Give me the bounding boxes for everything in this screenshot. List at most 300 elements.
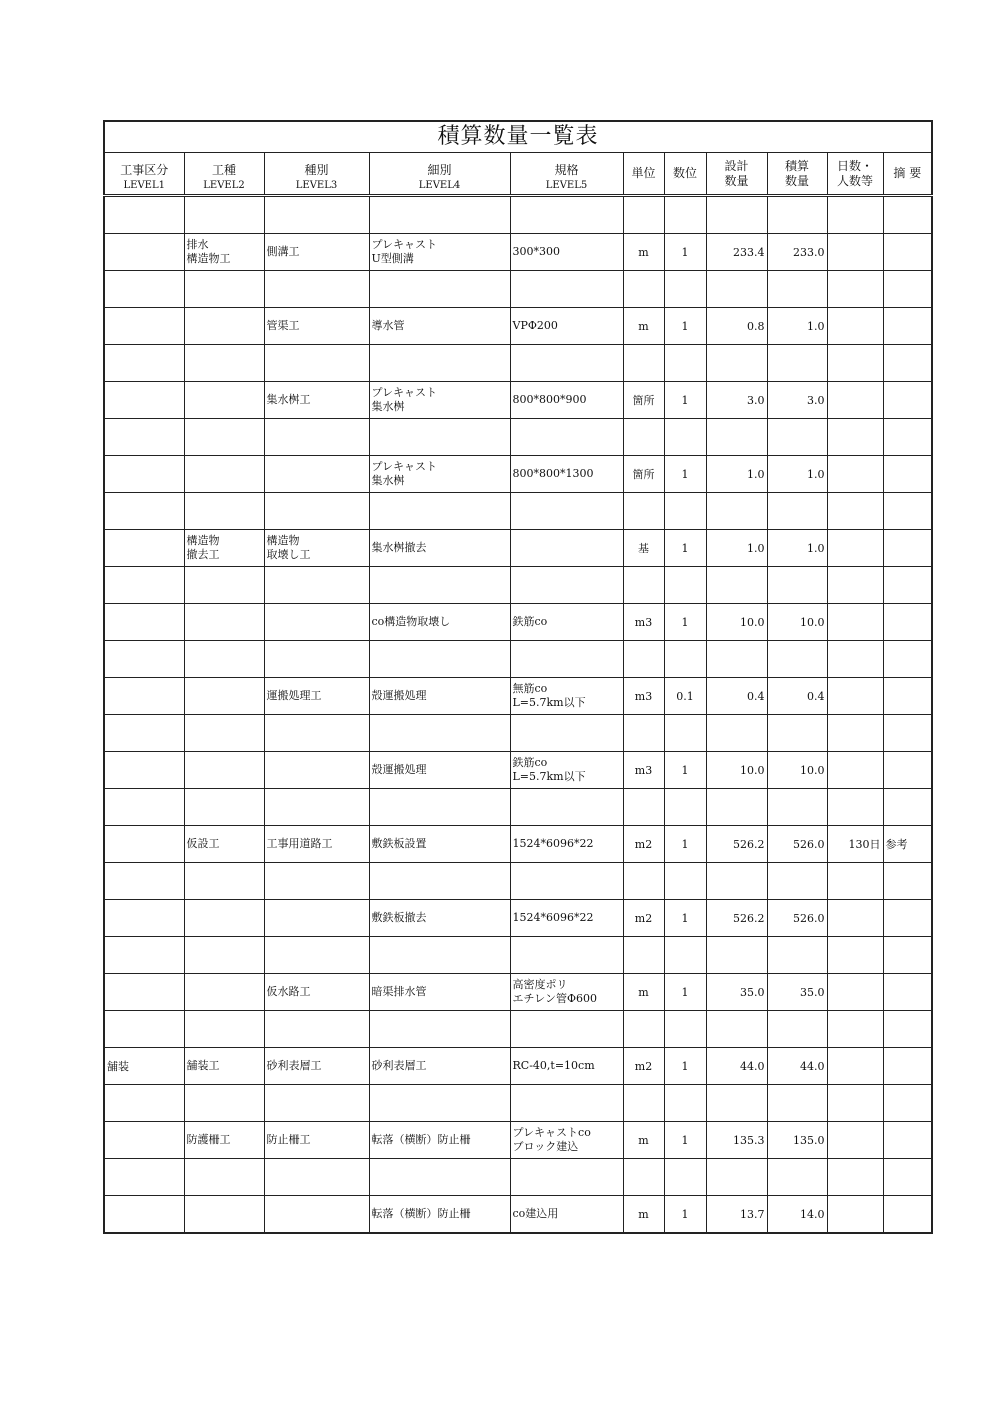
cell-digits: 1 [664, 1048, 706, 1085]
empty-cell [883, 345, 932, 382]
cell-level5: 鉄筋co L=5.7km以下 [510, 752, 623, 789]
empty-cell [767, 1011, 827, 1048]
table-row [104, 678, 932, 715]
cell-level1 [104, 752, 184, 789]
cell-level1 [104, 234, 184, 271]
empty-cell [510, 715, 623, 752]
spacer-row [104, 789, 932, 826]
table-row [104, 530, 932, 567]
empty-cell [706, 789, 767, 826]
cell-level2 [184, 382, 264, 419]
cell-est-qty: 526.0 [767, 900, 827, 937]
spacer-row [104, 1159, 932, 1196]
empty-cell [767, 196, 827, 234]
cell-level1 [104, 530, 184, 567]
cell-unit: m [623, 1122, 664, 1159]
empty-cell [369, 715, 510, 752]
cell-unit: m2 [623, 900, 664, 937]
empty-cell [264, 789, 369, 826]
empty-cell [883, 789, 932, 826]
cell-design-qty: 135.3 [706, 1122, 767, 1159]
cell-level4: 砂利表層工 [369, 1048, 510, 1085]
table-row [104, 1122, 932, 1159]
empty-cell [369, 937, 510, 974]
empty-cell [264, 271, 369, 308]
empty-cell [184, 1159, 264, 1196]
empty-cell [369, 641, 510, 678]
cell-design-qty: 1.0 [706, 456, 767, 493]
cell-design-qty: 35.0 [706, 974, 767, 1011]
empty-cell [510, 419, 623, 456]
cell-level2 [184, 678, 264, 715]
empty-cell [369, 567, 510, 604]
empty-cell [883, 715, 932, 752]
cell-level5: 300*300 [510, 234, 623, 271]
cell-est-qty: 1.0 [767, 456, 827, 493]
cell-digits: 1 [664, 382, 706, 419]
empty-cell [623, 715, 664, 752]
empty-cell [664, 1011, 706, 1048]
empty-cell [104, 937, 184, 974]
cell-level4: co構造物取壊し [369, 604, 510, 641]
empty-cell [664, 715, 706, 752]
empty-cell [827, 715, 883, 752]
header-design-qty: 設計 数量 [706, 153, 767, 196]
empty-cell [184, 641, 264, 678]
empty-cell [706, 1085, 767, 1122]
empty-cell [767, 641, 827, 678]
empty-cell [664, 1159, 706, 1196]
header-level5: 規格 [510, 153, 623, 178]
cell-level5: 高密度ポリ エチレン管Φ600 [510, 974, 623, 1011]
empty-cell [623, 1011, 664, 1048]
empty-cell [264, 1085, 369, 1122]
empty-cell [706, 715, 767, 752]
empty-cell [706, 271, 767, 308]
header-est-qty: 積算 数量 [767, 153, 827, 196]
cell-level1 [104, 604, 184, 641]
cell-est-qty: 1.0 [767, 308, 827, 345]
cell-level2 [184, 1196, 264, 1234]
cell-design-qty: 13.7 [706, 1196, 767, 1234]
cell-remarks [883, 678, 932, 715]
cell-unit: m [623, 308, 664, 345]
empty-cell [664, 196, 706, 234]
cell-unit: m [623, 974, 664, 1011]
empty-cell [623, 567, 664, 604]
cell-level2: 構造物 撤去工 [184, 530, 264, 567]
empty-cell [264, 1159, 369, 1196]
cell-level3 [264, 752, 369, 789]
cell-est-qty: 526.0 [767, 826, 827, 863]
spacer-row [104, 345, 932, 382]
cell-level2 [184, 456, 264, 493]
cell-days [827, 752, 883, 789]
empty-cell [664, 493, 706, 530]
header-days: 日数・ 人数等 [827, 153, 883, 196]
empty-cell [510, 493, 623, 530]
cell-unit: 箇所 [623, 382, 664, 419]
spacer-row [104, 493, 932, 530]
empty-cell [264, 937, 369, 974]
cell-level3: 仮水路工 [264, 974, 369, 1011]
cell-est-qty: 1.0 [767, 530, 827, 567]
cell-level5: VPΦ200 [510, 308, 623, 345]
empty-cell [827, 567, 883, 604]
empty-cell [184, 345, 264, 382]
cell-digits: 1 [664, 308, 706, 345]
empty-cell [706, 937, 767, 974]
cell-days [827, 308, 883, 345]
empty-cell [827, 789, 883, 826]
spacer-row [104, 196, 932, 234]
empty-cell [883, 1011, 932, 1048]
empty-cell [827, 271, 883, 308]
empty-cell [827, 345, 883, 382]
cell-days [827, 900, 883, 937]
cell-level2: 防護柵工 [184, 1122, 264, 1159]
header-level3-sub: LEVEL3 [264, 177, 369, 196]
cell-days [827, 1048, 883, 1085]
empty-cell [104, 1085, 184, 1122]
cell-level4: 敷鉄板設置 [369, 826, 510, 863]
cell-days [827, 974, 883, 1011]
table-row [104, 900, 932, 937]
header-level1-sub: LEVEL1 [104, 177, 184, 196]
empty-cell [369, 493, 510, 530]
empty-cell [264, 419, 369, 456]
cell-days [827, 530, 883, 567]
empty-cell [623, 419, 664, 456]
cell-digits: 1 [664, 974, 706, 1011]
cell-remarks [883, 752, 932, 789]
cell-days: 130日 [827, 826, 883, 863]
header-level4-sub: LEVEL4 [369, 177, 510, 196]
cell-unit: m3 [623, 604, 664, 641]
cell-days [827, 234, 883, 271]
empty-cell [104, 196, 184, 234]
empty-cell [264, 567, 369, 604]
empty-cell [767, 863, 827, 900]
empty-cell [104, 1159, 184, 1196]
cell-level3: 防止柵工 [264, 1122, 369, 1159]
cell-level1 [104, 1122, 184, 1159]
empty-cell [369, 345, 510, 382]
cell-remarks [883, 604, 932, 641]
empty-cell [883, 1159, 932, 1196]
cell-days [827, 382, 883, 419]
empty-cell [706, 493, 767, 530]
cell-level3: 砂利表層工 [264, 1048, 369, 1085]
cell-design-qty: 44.0 [706, 1048, 767, 1085]
cell-unit: m3 [623, 678, 664, 715]
empty-cell [184, 1085, 264, 1122]
empty-cell [827, 196, 883, 234]
empty-cell [664, 789, 706, 826]
spacer-row [104, 1011, 932, 1048]
header-level5-sub: LEVEL5 [510, 177, 623, 196]
empty-cell [104, 789, 184, 826]
cell-est-qty: 10.0 [767, 604, 827, 641]
empty-cell [827, 419, 883, 456]
empty-cell [510, 196, 623, 234]
empty-cell [827, 1159, 883, 1196]
cell-design-qty: 10.0 [706, 752, 767, 789]
cell-unit: m2 [623, 826, 664, 863]
cell-level5: RC-40,t=10cm [510, 1048, 623, 1085]
empty-cell [767, 1085, 827, 1122]
empty-cell [264, 345, 369, 382]
empty-cell [706, 1011, 767, 1048]
empty-cell [264, 641, 369, 678]
cell-remarks [883, 1122, 932, 1159]
spacer-row [104, 641, 932, 678]
empty-cell [104, 1011, 184, 1048]
cell-level3: 管渠工 [264, 308, 369, 345]
empty-cell [623, 863, 664, 900]
empty-cell [664, 271, 706, 308]
cell-level1 [104, 826, 184, 863]
header-digits: 数位 [664, 153, 706, 196]
cell-remarks: 参考 [883, 826, 932, 863]
cell-digits: 1 [664, 530, 706, 567]
empty-cell [264, 196, 369, 234]
table-row [104, 1196, 932, 1234]
header-level3: 種別 [264, 153, 369, 178]
empty-cell [510, 1011, 623, 1048]
empty-cell [184, 789, 264, 826]
cell-level4: 敷鉄板撤去 [369, 900, 510, 937]
empty-cell [184, 567, 264, 604]
cell-level3 [264, 900, 369, 937]
cell-remarks [883, 308, 932, 345]
cell-level4: 殻運搬処理 [369, 678, 510, 715]
cell-remarks [883, 234, 932, 271]
cell-unit: 箇所 [623, 456, 664, 493]
spacer-row [104, 715, 932, 752]
cell-est-qty: 14.0 [767, 1196, 827, 1234]
empty-cell [104, 567, 184, 604]
empty-cell [104, 715, 184, 752]
empty-cell [510, 863, 623, 900]
cell-days [827, 1196, 883, 1234]
empty-cell [104, 493, 184, 530]
empty-cell [264, 493, 369, 530]
empty-cell [104, 863, 184, 900]
empty-cell [706, 641, 767, 678]
cell-est-qty: 135.0 [767, 1122, 827, 1159]
empty-cell [664, 641, 706, 678]
empty-cell [264, 863, 369, 900]
cell-design-qty: 0.8 [706, 308, 767, 345]
cell-level4: 集水桝撤去 [369, 530, 510, 567]
empty-cell [623, 789, 664, 826]
empty-cell [184, 937, 264, 974]
empty-cell [264, 715, 369, 752]
empty-cell [184, 715, 264, 752]
empty-cell [883, 863, 932, 900]
empty-cell [184, 863, 264, 900]
spacer-row [104, 1085, 932, 1122]
cell-level5: 1524*6096*22 [510, 826, 623, 863]
empty-cell [767, 789, 827, 826]
cell-days [827, 1122, 883, 1159]
empty-cell [664, 419, 706, 456]
cell-est-qty: 0.4 [767, 678, 827, 715]
empty-cell [510, 345, 623, 382]
empty-cell [827, 937, 883, 974]
cell-level4: 導水管 [369, 308, 510, 345]
empty-cell [664, 345, 706, 382]
empty-cell [827, 493, 883, 530]
empty-cell [264, 1011, 369, 1048]
empty-cell [510, 641, 623, 678]
quantity-summary-sheet [103, 120, 931, 1234]
cell-level2 [184, 974, 264, 1011]
header-level2-sub: LEVEL2 [184, 177, 264, 196]
cell-level4: プレキャスト U型側溝 [369, 234, 510, 271]
cell-remarks [883, 974, 932, 1011]
cell-remarks [883, 382, 932, 419]
cell-remarks [883, 456, 932, 493]
table-row [104, 382, 932, 419]
empty-cell [623, 1159, 664, 1196]
empty-cell [767, 715, 827, 752]
header-remarks: 摘 要 [883, 153, 932, 196]
table-row [104, 456, 932, 493]
cell-level1 [104, 678, 184, 715]
empty-cell [369, 789, 510, 826]
cell-digits: 1 [664, 752, 706, 789]
cell-digits: 1 [664, 234, 706, 271]
cell-level3: 運搬処理工 [264, 678, 369, 715]
cell-level5: 1524*6096*22 [510, 900, 623, 937]
cell-level1 [104, 900, 184, 937]
cell-unit: m2 [623, 1048, 664, 1085]
cell-digits: 1 [664, 604, 706, 641]
empty-cell [510, 1085, 623, 1122]
empty-cell [623, 271, 664, 308]
cell-est-qty: 3.0 [767, 382, 827, 419]
cell-est-qty: 44.0 [767, 1048, 827, 1085]
empty-cell [883, 641, 932, 678]
cell-remarks [883, 530, 932, 567]
table-row [104, 234, 932, 271]
empty-cell [369, 271, 510, 308]
empty-cell [767, 937, 827, 974]
cell-level5: 鉄筋co [510, 604, 623, 641]
cell-level5: 無筋co L=5.7km以下 [510, 678, 623, 715]
cell-level3: 集水桝工 [264, 382, 369, 419]
empty-cell [827, 1011, 883, 1048]
cell-level5: プレキャストco ブロック建込 [510, 1122, 623, 1159]
empty-cell [767, 419, 827, 456]
cell-level1: 舗装 [104, 1048, 184, 1085]
cell-level4: プレキャスト 集水桝 [369, 456, 510, 493]
empty-cell [623, 493, 664, 530]
cell-est-qty: 233.0 [767, 234, 827, 271]
empty-cell [883, 567, 932, 604]
cell-remarks [883, 1196, 932, 1234]
spacer-row [104, 419, 932, 456]
cell-level4: 転落（横断）防止柵 [369, 1196, 510, 1234]
spacer-row [104, 567, 932, 604]
empty-cell [510, 937, 623, 974]
empty-cell [706, 196, 767, 234]
empty-cell [184, 271, 264, 308]
empty-cell [369, 1085, 510, 1122]
cell-days [827, 604, 883, 641]
empty-cell [767, 271, 827, 308]
header-level2: 工種 [184, 153, 264, 178]
empty-cell [664, 937, 706, 974]
empty-cell [369, 196, 510, 234]
empty-cell [706, 1159, 767, 1196]
header-level4: 細別 [369, 153, 510, 178]
cell-est-qty: 35.0 [767, 974, 827, 1011]
empty-cell [883, 271, 932, 308]
empty-cell [623, 196, 664, 234]
cell-level1 [104, 382, 184, 419]
empty-cell [369, 419, 510, 456]
cell-level2: 舗装工 [184, 1048, 264, 1085]
empty-cell [510, 567, 623, 604]
cell-level1 [104, 974, 184, 1011]
cell-level5: co建込用 [510, 1196, 623, 1234]
empty-cell [706, 863, 767, 900]
cell-level5 [510, 530, 623, 567]
empty-cell [104, 345, 184, 382]
cell-days [827, 678, 883, 715]
empty-cell [827, 641, 883, 678]
cell-level3: 側溝工 [264, 234, 369, 271]
cell-unit: m [623, 234, 664, 271]
empty-cell [369, 1011, 510, 1048]
quantity-table [103, 120, 933, 1234]
cell-digits: 1 [664, 826, 706, 863]
cell-design-qty: 1.0 [706, 530, 767, 567]
header-level1: 工事区分 [104, 153, 184, 178]
cell-design-qty: 526.2 [706, 826, 767, 863]
cell-digits: 1 [664, 900, 706, 937]
cell-days [827, 456, 883, 493]
cell-level2 [184, 308, 264, 345]
empty-cell [883, 937, 932, 974]
cell-digits: 1 [664, 456, 706, 493]
empty-cell [623, 641, 664, 678]
empty-cell [767, 567, 827, 604]
empty-cell [623, 345, 664, 382]
empty-cell [623, 1085, 664, 1122]
empty-cell [767, 493, 827, 530]
empty-cell [184, 196, 264, 234]
cell-design-qty: 526.2 [706, 900, 767, 937]
cell-level2 [184, 604, 264, 641]
empty-cell [184, 1011, 264, 1048]
table-row [104, 604, 932, 641]
empty-cell [767, 345, 827, 382]
cell-design-qty: 3.0 [706, 382, 767, 419]
empty-cell [104, 419, 184, 456]
empty-cell [623, 937, 664, 974]
empty-cell [883, 419, 932, 456]
empty-cell [104, 641, 184, 678]
cell-level2 [184, 752, 264, 789]
empty-cell [767, 1159, 827, 1196]
cell-unit: 基 [623, 530, 664, 567]
empty-cell [510, 1159, 623, 1196]
spacer-row [104, 271, 932, 308]
